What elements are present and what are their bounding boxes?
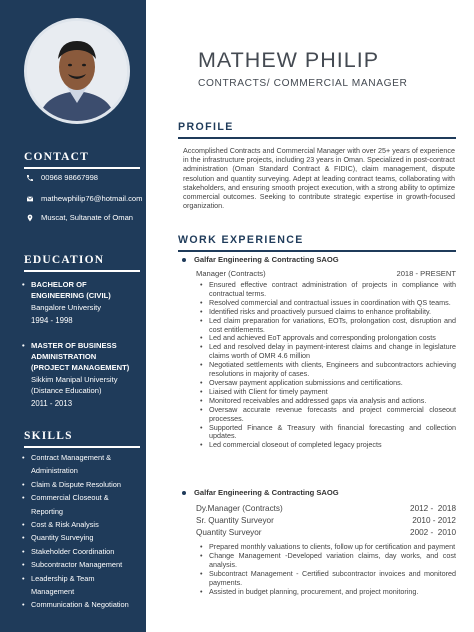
list-item: • Monitored receivables and addressed gaps via analysis and actions. xyxy=(200,395,427,405)
job-company: Galfar Engineering & Contracting SAOG xyxy=(182,488,339,497)
school-name: Bangalore University xyxy=(31,303,102,312)
location-pin-icon xyxy=(24,214,36,222)
job-duties xyxy=(200,281,456,450)
degree-title: • MASTER OF BUSINESS xyxy=(22,341,117,350)
job-role xyxy=(196,516,456,525)
list-item: • Negotiated settlements with clients, Engineers and subcontractors achieving resolutions in majority of cases. xyxy=(200,360,456,379)
list-item: • Ensured effective contract administration of projects in compliance with contractual terms. xyxy=(200,280,456,298)
school-name: Sikkim Manipal University xyxy=(31,375,118,384)
sidebar xyxy=(0,0,146,632)
job-role-dates: 2018 - PRESENT xyxy=(396,269,456,278)
skills-list xyxy=(22,451,142,612)
phone-icon xyxy=(24,174,36,182)
job-company: Galfar Engineering & Contracting SAOG xyxy=(182,255,339,264)
job-role xyxy=(196,528,456,537)
education-item: • MASTER OF BUSINESS ADMINISTRATION (PROJECT MANAGEMENT) Sikkim Manipal University (Distance Education) 2011 - 2013 xyxy=(22,340,140,410)
education-years: 2011 - 2013 xyxy=(31,399,73,408)
candidate-name: MATHEW PHILIP xyxy=(198,48,380,72)
list-item: • Subcontractor Management xyxy=(22,560,123,570)
job-role-title: Sr. Quantity Surveyor xyxy=(196,516,274,525)
list-item: • Resolved commercial and contractual issues in coordination with QS teams. xyxy=(200,297,451,307)
profile-photo xyxy=(24,18,130,124)
skills-divider xyxy=(24,446,140,448)
job-role-dates: 2010 - 2012 xyxy=(412,516,456,525)
education-divider xyxy=(24,270,140,272)
list-item: • Communication & Negotiation xyxy=(22,600,129,610)
email-address[interactable]: mathewphilip76@hotmail.com xyxy=(41,194,143,203)
job-duties xyxy=(200,543,456,596)
job-role-title: Manager (Contracts) xyxy=(196,269,266,278)
list-item: • Quantity Surveying xyxy=(22,533,94,543)
list-item: • Commercial Closeout & xyxy=(22,493,109,503)
degree-title: • BACHELOR OF xyxy=(22,280,87,289)
contact-divider xyxy=(24,167,140,169)
list-item: • Contract Management & xyxy=(22,453,112,462)
education-heading: EDUCATION xyxy=(24,254,105,266)
list-item: Management xyxy=(31,587,75,597)
contact-location xyxy=(24,213,133,222)
email-icon xyxy=(24,195,36,203)
contact-phone xyxy=(24,173,98,182)
list-item: • Assisted in budget planning, procurement, and project monitoring. xyxy=(200,586,419,596)
list-item: • Claim & Dispute Resolution xyxy=(22,479,121,489)
job-role-dates: 2002 - 2010 xyxy=(410,528,456,537)
list-item: Reporting xyxy=(31,506,64,516)
list-item: • Led and resolved delay in payment-interest claims and change in legislature claims worth of OMR 4.6 million xyxy=(200,342,456,361)
experience-divider xyxy=(178,250,456,252)
list-item: Administration xyxy=(31,466,78,476)
job-role xyxy=(196,269,456,278)
list-item: • Oversaw payment application submissions and certifications. xyxy=(200,377,403,387)
list-item: • Oversaw accurate revenue forecasts and project commercial closeout processes. xyxy=(200,404,456,423)
list-item: • Led claim preparation for variations, EOTs, prolongation cost, disruption and cost entitlements. xyxy=(200,315,456,334)
job-role-title: Dy.Manager (Contracts) xyxy=(196,504,283,513)
contact-email xyxy=(24,194,142,203)
bullet-dot-icon xyxy=(182,258,186,262)
profile-heading: PROFILE xyxy=(178,121,234,133)
candidate-role: CONTRACTS/ COMMERCIAL MANAGER xyxy=(198,78,408,89)
bullet-dot-icon xyxy=(182,491,186,495)
list-item: • Identified risks and proactively pursued claims to enhance profitability. xyxy=(200,306,431,316)
job-role xyxy=(196,504,456,513)
profile-summary: Accomplished Contracts and Commercial Manager with over 25+ years of experience in the infrastructure projects, including 23 years in Oman. Specialized in post-contract administration (Oman Standard Contract & FIDIC), claim management, dispute resolution and quantity surveying. Adept at leading contract teams, collaborating with stakeholders, and ensuring smooth project execution, with a strong ability to optimize commercial outcomes. Seeking to contribute strategic expertise in growth-focused organization. xyxy=(183,146,455,211)
list-item: • Change Management -Developed variation claims, day works, and cost analysis. xyxy=(200,550,456,569)
job-role-dates: 2012 - 2018 xyxy=(410,504,456,513)
experience-heading: WORK EXPERIENCE xyxy=(178,234,304,246)
contact-heading: CONTACT xyxy=(24,151,90,163)
location-text: Muscat, Sultanate of Oman xyxy=(41,213,134,222)
list-item: • Cost & Risk Analysis xyxy=(22,520,99,530)
education-item: • BACHELOR OF ENGINEERING (CIVIL) Bangalore University 1994 - 1998 xyxy=(22,279,140,327)
list-item: • Led and achieved EoT approvals and corresponding prolongation costs xyxy=(200,333,436,343)
list-item: • Leadership & Team xyxy=(22,573,95,583)
list-item: • Stakeholder Coordination xyxy=(22,546,115,556)
list-item: • Subcontract Management - Certified subcontractor invoices and monitored payments. xyxy=(200,568,456,587)
list-item: • Led commercial closeout of completed legacy projects xyxy=(200,440,382,450)
skills-heading: SKILLS xyxy=(24,430,73,442)
phone-number: 00968 98667998 xyxy=(41,173,99,182)
list-item: • Liaised with Client for timely payment xyxy=(200,386,328,396)
education-years: 1994 - 1998 xyxy=(31,316,73,325)
job-role-title: Quantity Surveyor xyxy=(196,528,262,537)
profile-divider xyxy=(178,137,456,139)
list-item: • Prepared monthly valuations to clients, follow up for certification and payment xyxy=(200,542,456,551)
list-item: • Supported Finance & Treasury with financial forecasting and collection updates. xyxy=(200,422,456,441)
